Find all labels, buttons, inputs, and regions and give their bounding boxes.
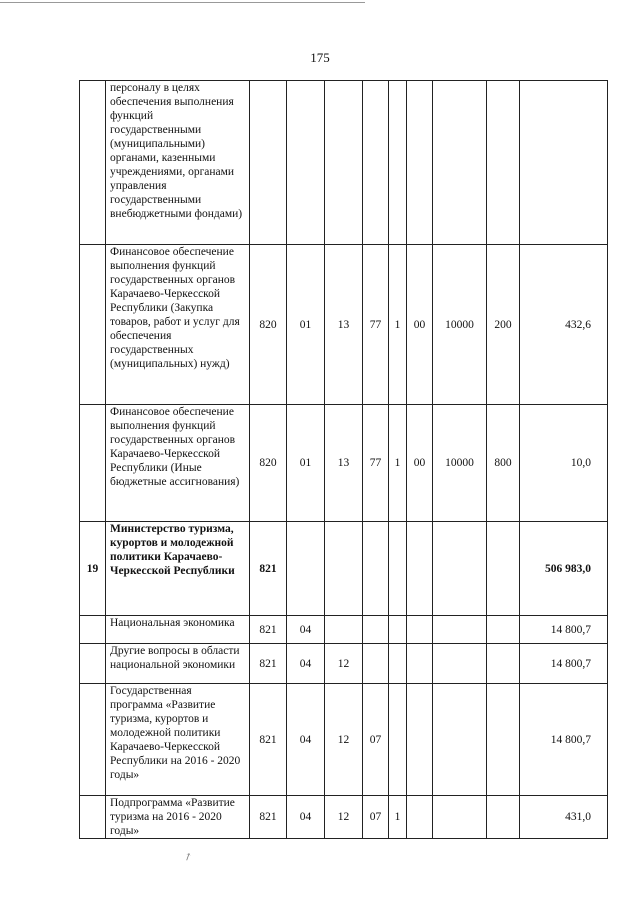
cell-c7	[433, 684, 487, 796]
cell-c5: 1	[389, 796, 407, 839]
table-row	[80, 522, 608, 616]
cell-num	[80, 684, 106, 796]
cell-num	[80, 644, 106, 684]
cell-c7	[433, 796, 487, 839]
cell-c8	[487, 684, 520, 796]
cell-c6	[407, 522, 433, 616]
cell-c3	[325, 81, 363, 245]
page-number: 175	[310, 50, 330, 65]
cell-amount: 506 983,0	[520, 522, 608, 616]
cell-c4	[363, 644, 389, 684]
cell-c7: 10000	[433, 245, 487, 405]
cell-c7	[433, 81, 487, 245]
cell-name: Другие вопросы в области национальной экономики	[106, 644, 250, 684]
cell-name: Национальная экономика	[106, 616, 250, 644]
cell-c5: 1	[389, 405, 407, 522]
scan-edge-line	[0, 2, 365, 3]
cell-c7	[433, 644, 487, 684]
cell-c4: 07	[363, 796, 389, 839]
cell-c2	[287, 81, 325, 245]
cell-c8	[487, 796, 520, 839]
cell-c6: 00	[407, 245, 433, 405]
cell-amount: 431,0	[520, 796, 608, 839]
cell-c6	[407, 616, 433, 644]
cell-c1: 821	[250, 522, 287, 616]
cell-c5: 1	[389, 245, 407, 405]
cell-name: Финансовое обеспечение выполнения функций государственных органов Карачаево-Черкесской Республики (Закупка товаров, работ и услуг для обеспечения государственных (муниципальных) нужд)	[106, 245, 250, 405]
cell-c3	[325, 616, 363, 644]
cell-c3: 12	[325, 684, 363, 796]
table-row	[80, 796, 608, 839]
cell-c1: 821	[250, 644, 287, 684]
cell-c1: 820	[250, 245, 287, 405]
cell-num	[80, 796, 106, 839]
cell-amount: 432,6	[520, 245, 608, 405]
cell-c4	[363, 616, 389, 644]
cell-c6	[407, 796, 433, 839]
budget-table	[79, 80, 608, 839]
cell-c1: 821	[250, 796, 287, 839]
cell-c8	[487, 522, 520, 616]
cell-c8: 800	[487, 405, 520, 522]
cell-c2: 04	[287, 616, 325, 644]
cell-amount	[520, 81, 608, 245]
cell-c6: 00	[407, 405, 433, 522]
cell-c4: 77	[363, 405, 389, 522]
table-row	[80, 81, 608, 245]
cell-c1: 821	[250, 616, 287, 644]
cell-c5	[389, 616, 407, 644]
cell-c2: 04	[287, 644, 325, 684]
cell-name: Государственная программа «Развитие туризма, курортов и молодежной политики Карачаево-Черкесской Республики на 2016 - 2020 годы»	[106, 684, 250, 796]
cell-c1: 820	[250, 405, 287, 522]
cell-c2: 01	[287, 405, 325, 522]
cell-c3: 12	[325, 796, 363, 839]
cell-num	[80, 405, 106, 522]
cell-name: персоналу в целях обеспечения выполнения функций государственными (муниципальными) органами, казенными учреждениями, органами управления государственными внебюджетными фондами)	[106, 81, 250, 245]
cell-c3: 12	[325, 644, 363, 684]
cell-c7	[433, 522, 487, 616]
cell-c7: 10000	[433, 405, 487, 522]
cell-num	[80, 245, 106, 405]
cell-num: 19	[80, 522, 106, 616]
cell-c7	[433, 616, 487, 644]
cell-name: Финансовое обеспечение выполнения функций государственных органов Карачаево-Черкесской Республики (Иные бюджетные ассигнования)	[106, 405, 250, 522]
cell-c2	[287, 522, 325, 616]
cell-c4: 07	[363, 684, 389, 796]
cell-c6	[407, 644, 433, 684]
cell-c3: 13	[325, 405, 363, 522]
cell-c5	[389, 684, 407, 796]
cell-c2: 04	[287, 796, 325, 839]
cell-c8	[487, 616, 520, 644]
cell-c8: 200	[487, 245, 520, 405]
cell-name: Подпрограмма «Развитие туризма на 2016 - 2020 годы»	[106, 796, 250, 839]
cell-amount: 14 800,7	[520, 684, 608, 796]
table-row	[80, 405, 608, 522]
cell-c2: 04	[287, 684, 325, 796]
cell-c2: 01	[287, 245, 325, 405]
cell-c6	[407, 684, 433, 796]
table-body	[80, 81, 608, 839]
table-row	[80, 616, 608, 644]
cell-c4	[363, 81, 389, 245]
cell-c3: 13	[325, 245, 363, 405]
cell-c8	[487, 644, 520, 684]
cell-amount: 14 800,7	[520, 616, 608, 644]
cell-c4: 77	[363, 245, 389, 405]
table-row	[80, 684, 608, 796]
cell-c5	[389, 81, 407, 245]
cell-name: Министерство туризма, курортов и молодежной политики Карачаево-Черкесской Республики	[106, 522, 250, 616]
cell-num	[80, 616, 106, 644]
cell-c1: 821	[250, 684, 287, 796]
cell-amount: 14 800,7	[520, 644, 608, 684]
cell-c5	[389, 522, 407, 616]
cell-c5	[389, 644, 407, 684]
scan-mark: ↗	[182, 850, 195, 865]
table-row	[80, 644, 608, 684]
cell-c6	[407, 81, 433, 245]
table-row	[80, 245, 608, 405]
cell-c8	[487, 81, 520, 245]
cell-c3	[325, 522, 363, 616]
cell-c4	[363, 522, 389, 616]
cell-num	[80, 81, 106, 245]
cell-amount: 10,0	[520, 405, 608, 522]
cell-c1	[250, 81, 287, 245]
